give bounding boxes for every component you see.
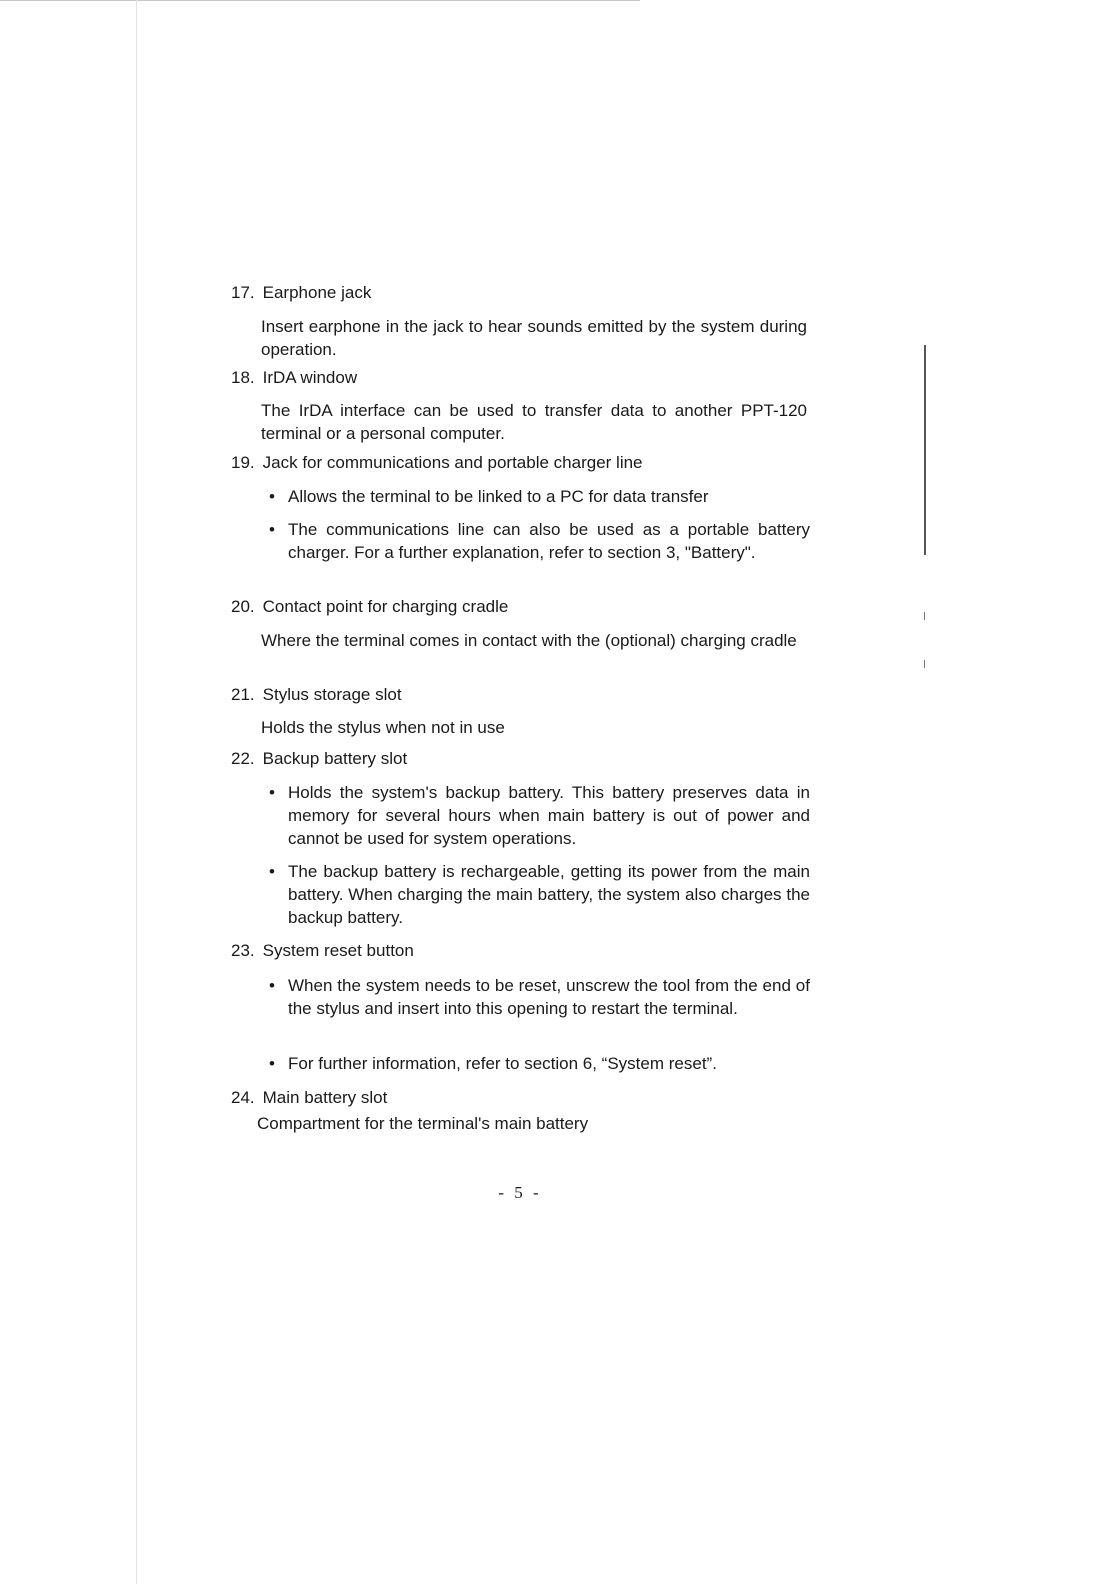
item-title: Earphone jack — [262, 283, 372, 302]
bullet-dot: • — [269, 1054, 275, 1073]
bullet-dot: • — [269, 783, 275, 802]
bullet-dot: • — [269, 976, 275, 995]
item-23-heading — [231, 940, 414, 962]
item-number: 23. — [231, 941, 255, 960]
item-title: Backup battery slot — [262, 749, 408, 768]
scan-edge-top — [0, 0, 640, 1]
item-number: 19. — [231, 453, 255, 472]
page-number: - 5 - — [498, 1183, 542, 1202]
item-22-bullet-2 — [266, 860, 810, 929]
item-19-bullet-1 — [266, 485, 810, 508]
bullet-dot: • — [269, 520, 275, 539]
item-number: 17. — [231, 283, 255, 302]
item-21-heading — [231, 684, 402, 706]
margin-tick — [924, 660, 925, 668]
bullet-text: The backup battery is rechargeable, getting its power from the main battery. When charging the main battery, the system also charges the backup battery. — [288, 862, 810, 927]
item-title: Stylus storage slot — [262, 685, 402, 704]
item-19-heading — [231, 452, 643, 474]
item-title: IrDA window — [262, 368, 358, 387]
bullet-dot: • — [269, 862, 275, 881]
item-title: Main battery slot — [262, 1088, 388, 1107]
item-17-heading — [231, 282, 371, 304]
item-number: 20. — [231, 597, 255, 616]
bullet-text: The communications line can also be used as a portable battery charger. For a further explanation, refer to section 3, "Battery". — [288, 520, 810, 562]
margin-tick — [924, 612, 925, 620]
item-19-bullet-2 — [266, 518, 810, 564]
bullet-text: When the system needs to be reset, unscrew the tool from the end of the stylus and insert into this opening to restart the terminal. — [288, 976, 810, 1018]
item-number: 22. — [231, 749, 255, 768]
item-17-description: Insert earphone in the jack to hear sounds emitted by the system during operation. — [261, 317, 807, 359]
item-title: System reset button — [262, 941, 414, 960]
item-20-description: Where the terminal comes in contact with the (optional) charging cradle — [261, 631, 797, 650]
bullet-text: Allows the terminal to be linked to a PC for data transfer — [288, 487, 709, 506]
item-24-heading — [231, 1087, 387, 1109]
item-number: 18. — [231, 368, 255, 387]
item-title: Contact point for charging cradle — [262, 597, 509, 616]
item-21-description: Holds the stylus when not in use — [261, 718, 505, 737]
margin-change-bar — [924, 345, 926, 555]
item-18-description: The IrDA interface can be used to transfer data to another PPT-120 terminal or a personal computer. — [261, 401, 807, 443]
item-23-bullet-1 — [266, 974, 810, 1020]
item-18-heading — [231, 367, 357, 389]
bullet-text: Holds the system's backup battery. This battery preserves data in memory for several hours when main battery is out of power and cannot be used for system operations. — [288, 783, 810, 848]
item-22-bullet-1 — [266, 781, 810, 850]
item-22-heading — [231, 748, 407, 770]
item-number: 21. — [231, 685, 255, 704]
bullet-dot: • — [269, 487, 275, 506]
item-title: Jack for communications and portable charger line — [262, 453, 643, 472]
item-number: 24. — [231, 1088, 255, 1107]
item-24-description: Compartment for the terminal's main battery — [257, 1114, 589, 1133]
bullet-text: For further information, refer to section 6, “System reset”. — [288, 1054, 717, 1073]
scan-edge-left — [136, 0, 137, 1584]
item-23-bullet-2 — [266, 1052, 810, 1075]
item-20-heading — [231, 596, 508, 618]
